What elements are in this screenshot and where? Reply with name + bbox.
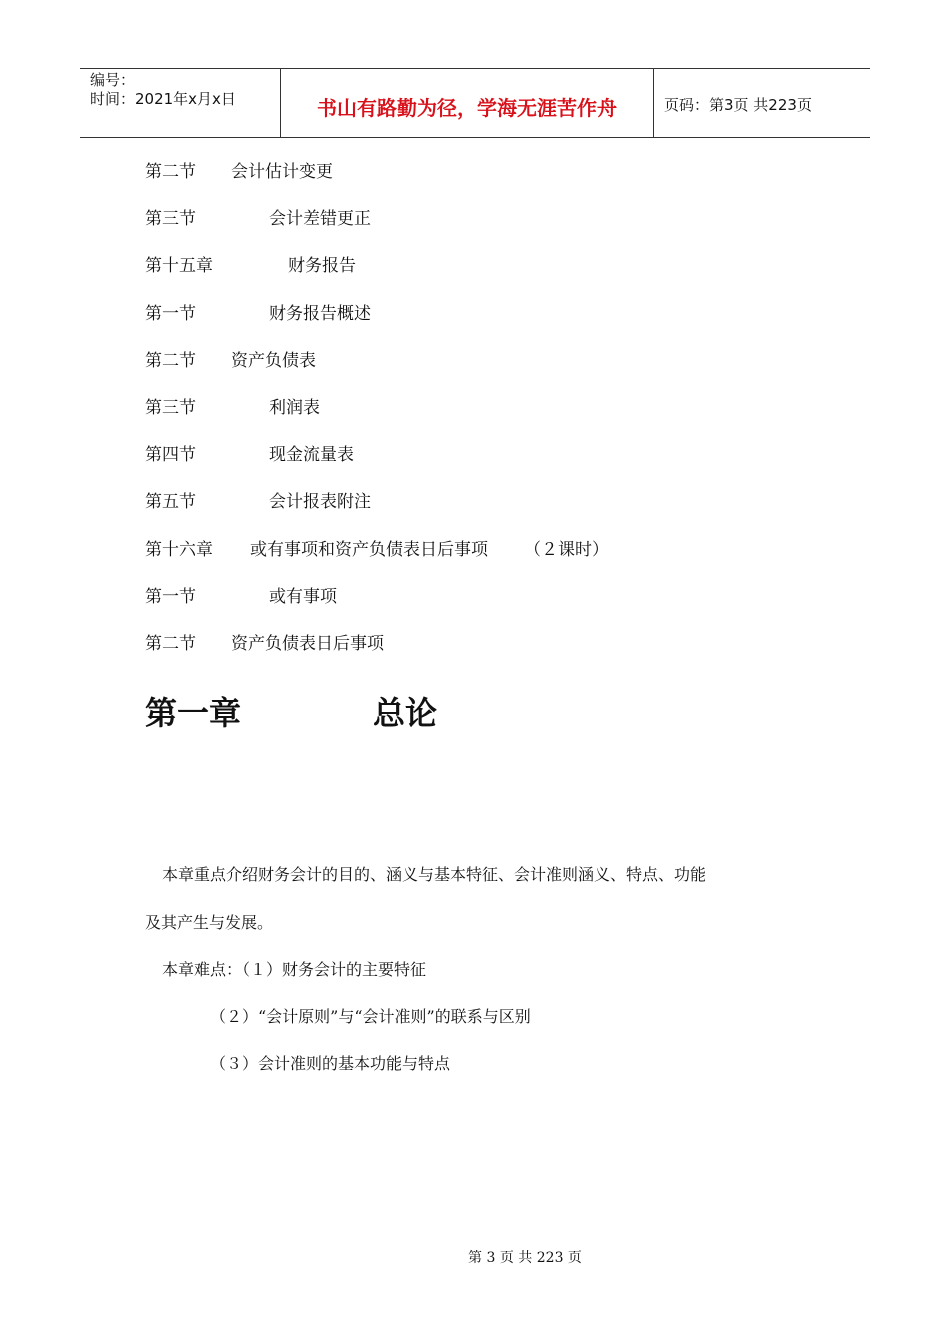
toc-title: 财务报告 xyxy=(288,256,356,277)
toc-entry xyxy=(145,536,609,583)
difficulty-2: （２）“会计原则”与“会计准则”的联系与区别 xyxy=(210,1007,531,1026)
toc-section: 第五节 xyxy=(145,492,196,513)
toc-entry xyxy=(145,205,609,252)
toc-entry xyxy=(145,488,609,535)
toc-section: 第二节 xyxy=(145,350,196,371)
table-of-contents xyxy=(145,158,609,677)
toc-section: 第二节 xyxy=(145,633,196,654)
toc-section: 第十五章 xyxy=(145,256,213,277)
intro-line-2: 及其产生与发展。 xyxy=(145,913,274,932)
toc-entry xyxy=(145,252,609,299)
toc-title: 会计报表附注 xyxy=(269,492,371,513)
toc-entry xyxy=(145,347,609,394)
difficulty-3: （３）会计准则的基本功能与特点 xyxy=(210,1054,451,1073)
chapter-number: 第一章 xyxy=(145,694,242,732)
header-meta xyxy=(80,69,281,137)
number-label: 编号： xyxy=(90,71,136,89)
header-motto: 书山有路勤为径，学海无涯苦作舟 xyxy=(281,69,654,137)
toc-title: 现金流量表 xyxy=(269,445,354,466)
toc-section: 第一节 xyxy=(145,303,196,324)
toc-entry xyxy=(145,158,609,205)
toc-title: 会计估计变更 xyxy=(231,162,333,182)
chapter-heading xyxy=(145,688,438,734)
toc-title: 资产负债表 xyxy=(231,350,316,371)
toc-entry xyxy=(145,583,609,630)
toc-title: 会计差错更正 xyxy=(269,209,371,230)
toc-title: 或有事项 xyxy=(269,586,337,607)
difficulty-1: 本章难点：（１）财务会计的主要特征 xyxy=(162,960,427,979)
toc-title: 利润表 xyxy=(269,397,320,418)
intro-line-1: 本章重点介绍财务会计的目的、涵义与基本特征、会计准则涵义、特点、功能 xyxy=(162,865,707,884)
toc-title: 财务报告概述 xyxy=(269,303,371,324)
toc-entry xyxy=(145,300,609,347)
page-footer xyxy=(0,1247,950,1267)
time-label: 时间：2021年x月x日 xyxy=(90,90,236,108)
page-header xyxy=(80,68,870,138)
toc-section: 第一节 xyxy=(145,586,196,607)
toc-section: 第三节 xyxy=(145,209,196,230)
toc-section: 第三节 xyxy=(145,397,196,418)
header-page-info: 页码：第3页 共223页 xyxy=(664,95,812,114)
toc-section: 第十六章 xyxy=(145,539,213,560)
toc-entry xyxy=(145,441,609,488)
toc-title: 或有事项和资产负债表日后事项 xyxy=(250,539,488,560)
toc-section: 第四节 xyxy=(145,445,196,466)
toc-section: 第二节 xyxy=(145,162,196,182)
toc-title: 资产负债表日后事项 xyxy=(231,633,384,654)
toc-entry xyxy=(145,630,609,677)
toc-note: （２课时） xyxy=(524,539,609,560)
chapter-title: 总论 xyxy=(373,694,438,732)
footer-page-number: 第 3 页 共 223 页 xyxy=(468,1250,582,1266)
toc-entry xyxy=(145,394,609,441)
